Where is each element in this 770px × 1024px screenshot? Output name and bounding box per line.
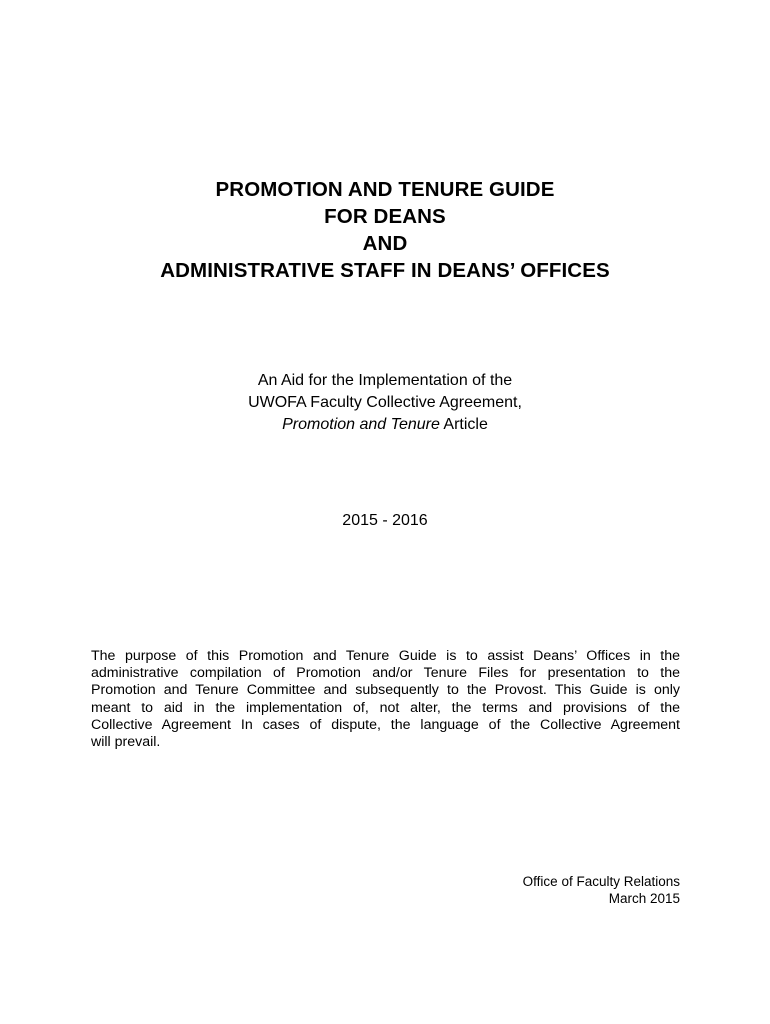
purpose-line-6: will prevail. <box>91 734 161 751</box>
purpose-line-3: Promotion and Tenure Committee and subsequently to the Provost. This Guide is only <box>91 682 680 699</box>
subtitle-line-2: UWOFA Faculty Collective Agreement, <box>248 394 522 411</box>
subtitle-article-suffix: Article <box>439 416 488 433</box>
signature-date: March 2015 <box>608 891 680 906</box>
title-line-1: PROMOTION AND TENURE GUIDE <box>215 178 555 201</box>
subtitle-article-name: Promotion and Tenure <box>282 416 440 433</box>
purpose-line-5: Collective Agreement In cases of dispute, the language of the Collective Agreement <box>91 716 680 733</box>
purpose-line-2: administrative compilation of Promotion and/or Tenure Files for presentation to the <box>91 665 680 682</box>
title-line-4: ADMINISTRATIVE STAFF IN DEANS’ OFFICES <box>160 259 610 282</box>
document-title <box>0 176 770 284</box>
purpose-paragraph <box>91 648 680 751</box>
signature-block <box>380 873 680 907</box>
document-subtitle <box>0 370 770 436</box>
signature-office: Office of Faculty Relations <box>522 874 680 889</box>
purpose-line-4: meant to aid in the implementation of, not alter, the terms and provisions of the <box>91 699 680 716</box>
subtitle-line-3 <box>0 414 770 436</box>
title-line-3: AND <box>362 232 408 255</box>
subtitle-line-1: An Aid for the Implementation of the <box>257 372 513 389</box>
academic-year: 2015 - 2016 <box>342 512 428 529</box>
title-line-2: FOR DEANS <box>324 205 446 228</box>
purpose-line-1: The purpose of this Promotion and Tenure Guide is to assist Deans’ Offices in the <box>91 648 680 664</box>
